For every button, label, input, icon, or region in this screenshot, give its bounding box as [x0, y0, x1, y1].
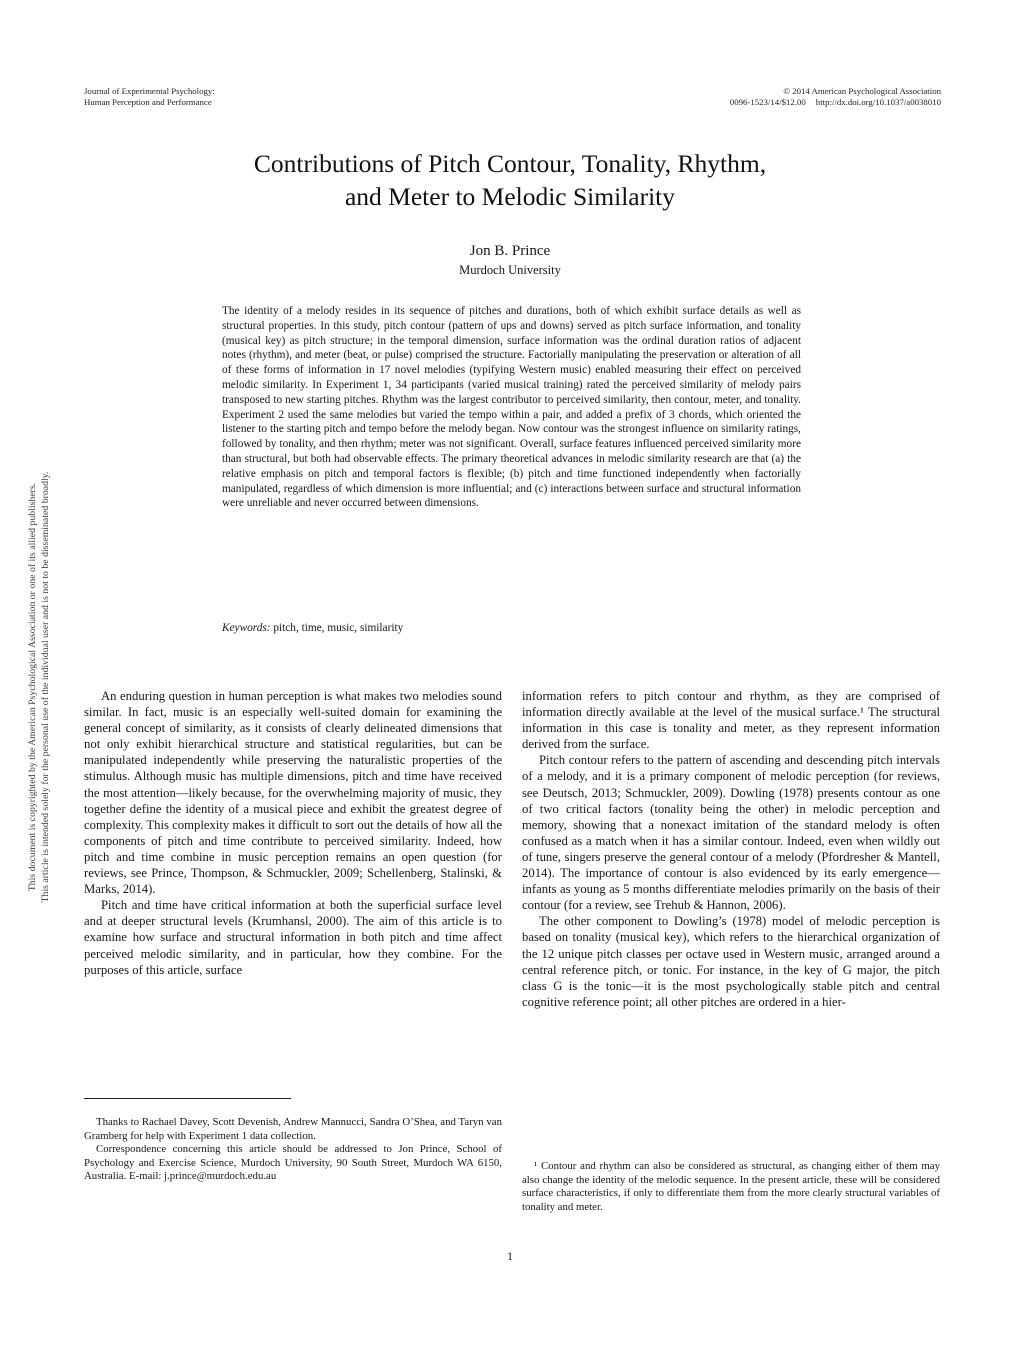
- article-title-line1: Contributions of Pitch Contour, Tonality, Rhythm,: [253, 149, 767, 178]
- footnote-divider: [84, 1098, 291, 1099]
- acknowledgment-paragraph: Thanks to Rachael Davey, Scott Devenish, Andrew Mannucci, Sandra O’Shea, and Taryn van Gramberg for help with Experiment 1 data collection.: [84, 1116, 502, 1142]
- journal-header: [84, 86, 941, 108]
- paragraph: Pitch and time have critical information at both the superficial surface level and at deeper structural levels (Krumhansl, 2000). The aim of this article is to examine how surface and structural information in both pitch and time affect perceived melodic similarity, and in particular, how they combine. For the purposes of this article, surface: [84, 898, 502, 977]
- issn-fee: 0096-1523/14/$12.00: [729, 97, 806, 107]
- keywords-text: pitch, time, music, similarity: [270, 622, 404, 634]
- correspondence-paragraph: Correspondence concerning this article should be addressed to Jon Prince, School of Psychology and Exercise Science, Murdoch University, 90 South Street, Murdoch WA 6150, Australia. E-mail: j.prince@murdoch.edu.au: [84, 1143, 502, 1183]
- paragraph: An enduring question in human perception is what makes two melodies sound similar. In fact, music is an especially well-suited domain for examining the general concept of similarity, as it consists of clearly delineated dimensions that not only exhibit hierarchical structure and statistical regularities, but can be manipulated independently while preserving the naturalistic properties of the stimulus. Although music has multiple dimensions, pitch and time have received the most attention—likely because, for the overwhelming majority of music, they together define the identity of a musical piece and exhibit the greatest degree of complexity. This complexity makes it difficult to sort out the details of how all the components of pitch and time contribute to perceived similarity. Indeed, how pitch and time combine in music perception remains an open question (for reviews, see Prince, Thompson, & Schmuckler, 2009; Schellenberg, Stalinski, & Marks, 2014).: [84, 689, 502, 897]
- copyright-line: © 2014 American Psychological Association: [783, 86, 941, 96]
- paragraph: information refers to pitch contour and rhythm, as they are comprised of information directly available at the level of the musical surface.¹ The structural information in this case is tonality and meter, as they represent information derived from the surface.: [522, 689, 940, 752]
- journal-name-line2: Human Perception and Performance: [84, 97, 212, 107]
- abstract: The identity of a melody resides in its sequence of pitches and durations, both of which exhibit surface details as well as structural properties. In this study, pitch contour (pattern of ups and downs) served as pitch surface information, and tonality (musical key) as pitch structure; in the temporal dimension, surface information was the ordinal duration ratios of adjacent notes (rhythm), and meter (beat, or pulse) comprised the structure. Factorially manipulating the preservation or alteration of all of these forms of information in 17 novel melodies (typifying Western music) enabled measuring their effect on perceived melodic similarity. In Experiment 1, 34 participants (varied musical training) rated the perceived similarity of melody pairs transposed to new starting pitches. Rhythm was the largest contributor to perceived similarity, then contour, meter, and tonality. Experiment 2 used the same melodies but varied the tempo within a pair, and added a prefix of 3 chords, which oriented the listener to the starting pitch and tempo before the melody began. Now contour was the strongest influence on similarity ratings, followed by tonality, and then rhythm; meter was not significant. Overall, surface features influenced perceived similarity more than structural, but both had observable effects. The primary theoretical advances in melodic similarity research are that (a) the relative emphasis on pitch and temporal factors is flexible; (b) pitch and time functioned independently when factorially manipulated, regardless of which dimension is more influential; and (c) interactions between surface and structural information were unreliable and never occurred between dimensions.: [222, 305, 801, 510]
- author-name: Jon B. Prince: [469, 243, 551, 259]
- byline: [0, 243, 1020, 278]
- page-number: 1: [507, 1249, 513, 1263]
- paragraph: The other component to Dowling’s (1978) model of melodic perception is based on tonality (musical key), which refers to the hierarchical organization of the 12 unique pitch classes per octave used in Western music, arranged around a central reference pitch, or tonic. For instance, in the key of G major, the pitch class G is the tonic—it is the most psychologically stable pitch and central cognitive reference point; all other pitches are ordered in a hier-: [522, 914, 940, 1009]
- author-note: [84, 1098, 502, 1184]
- article-title: [0, 147, 1020, 213]
- watermark-line2: This article is intended solely for the personal use of the individual user and is not to be disseminated broadly.: [39, 471, 51, 903]
- issn-doi-line: [730, 97, 941, 108]
- watermark-line1: This document is copyrighted by the American Psychological Association or one of its allied publishers.: [27, 482, 38, 892]
- article-title-line2: and Meter to Melodic Similarity: [344, 182, 676, 211]
- body-column-left: [84, 688, 502, 978]
- footnote-1: ¹ Contour and rhythm can also be considered as structural, as changing either of them may also change the identity of the melodic sequence. In the present article, these will be considered surface characteristics, if only to differentiate them from the more clearly structural variables of tonality and meter.: [522, 1160, 940, 1213]
- paragraph: Pitch contour refers to the pattern of ascending and descending pitch intervals of a melody, and it is a primary component of melodic perception (for reviews, see Deutsch, 2013; Schmuckler, 2009). Dowling (1978) presents contour as one of two critical factors (tonality being the other) in melodic perception and memory, showing that a nonexact imitation of the standard melody is often confused as a match when it has a similar contour. Indeed, even when wildly out of tune, singers preserve the general contour of a melody (Pfordresher & Mantell, 2014). The importance of contour is also evidenced by its early emergence—infants as young as 5 months differentiate melodies primarily on the basis of their contour (for a review, see Trehub & Hannon, 2006).: [522, 753, 940, 913]
- journal-name-line1: Journal of Experimental Psychology:: [84, 86, 215, 96]
- keywords-line: [222, 622, 801, 634]
- apa-copyright-watermark: [27, 372, 53, 1002]
- copyright-block: [730, 86, 941, 108]
- keywords-label: Keywords:: [222, 622, 271, 634]
- body-column-right: [522, 688, 940, 1010]
- author-affiliation: Murdoch University: [459, 263, 561, 277]
- journal-name-block: [84, 86, 215, 108]
- doi-text: http://dx.doi.org/10.1037/a0038010: [815, 97, 941, 107]
